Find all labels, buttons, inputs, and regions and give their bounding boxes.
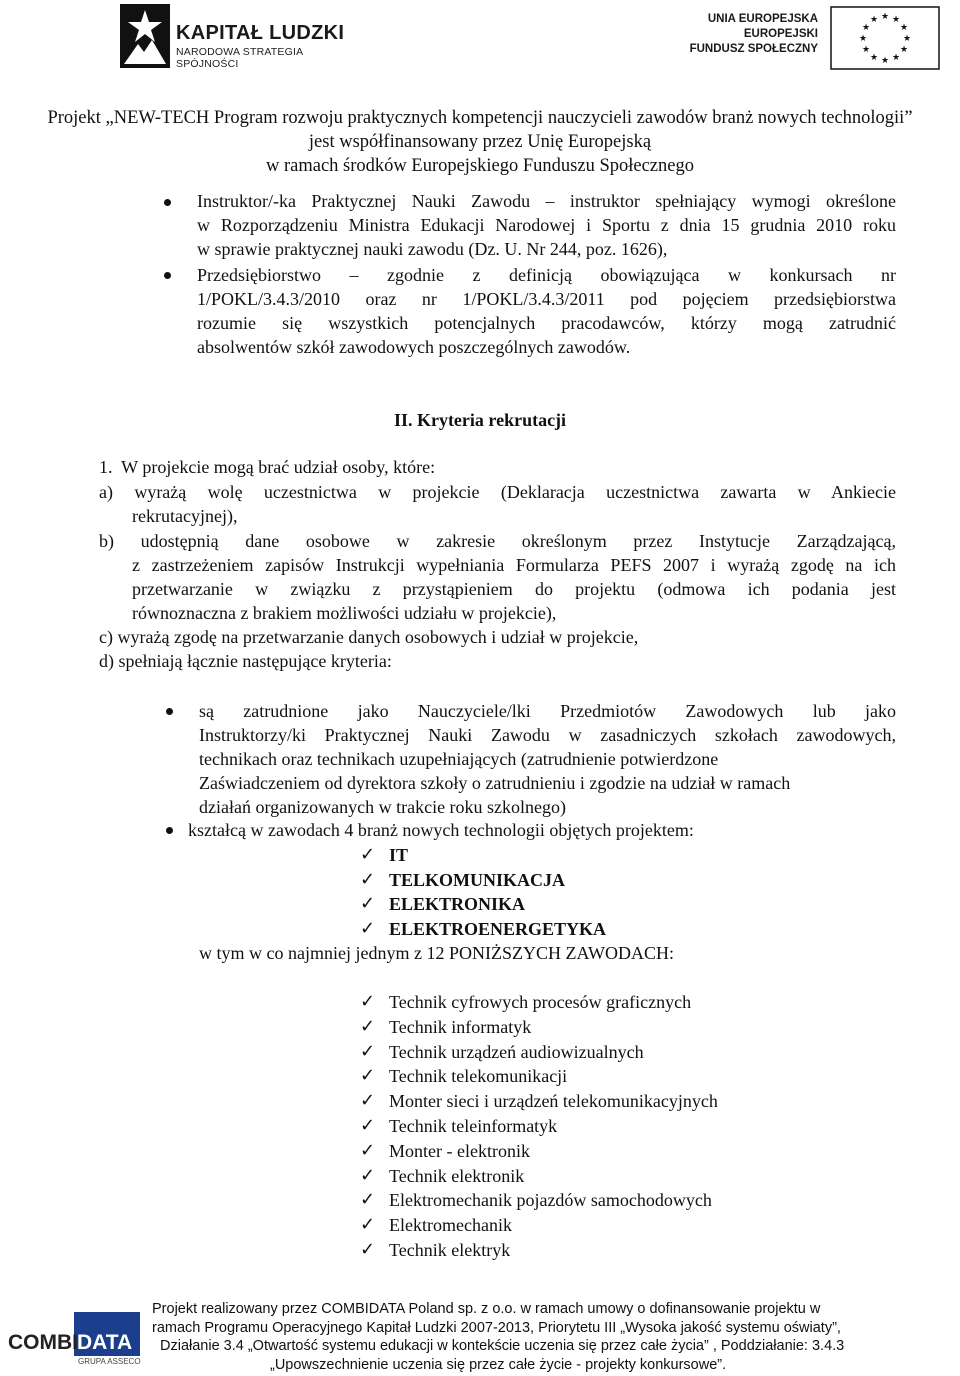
text-line: Przedsiębiorstwo – zgodnie z definicją obowiązująca w konkursach nr bbox=[197, 265, 896, 285]
eu-logo-line: UNIA EUROPEJSKA bbox=[707, 13, 818, 25]
checkmark-icon: ✓ bbox=[360, 991, 376, 1012]
item-c: c) wyrażą zgodę na przetwarzanie danych osobowych i udział w projekcie, bbox=[99, 627, 639, 647]
checkmark-icon: ✓ bbox=[360, 1139, 376, 1161]
svg-text:★: ★ bbox=[869, 15, 879, 25]
bullet-icon bbox=[166, 708, 173, 715]
combidata-logo bbox=[6, 1312, 142, 1366]
profession-label: Technik cyfrowych procesów graficznych bbox=[389, 992, 692, 1012]
profession-label: Elektromechanik bbox=[389, 1215, 512, 1236]
svg-text:★: ★ bbox=[858, 34, 868, 44]
checkmark-icon: ✓ bbox=[360, 1114, 376, 1136]
footer-line: „Upowszechnienie uczenia się przez całe życie - projekty konkursowe”. bbox=[270, 1356, 727, 1373]
item-a bbox=[99, 480, 896, 528]
branch-label: ELEKTRONIKA bbox=[389, 894, 526, 914]
kapital-ludzki-emblem-icon bbox=[120, 4, 170, 68]
svg-text:DATA: DATA bbox=[77, 1331, 133, 1354]
text-line: Instruktorzy/ki Praktycznej Nauki Zawodu w zasadniczych szkołach zawodowych, bbox=[199, 725, 896, 745]
text-line: b) udostępnią dane osobowe w zakresie określonym przez Instytucje Zarządzającą, bbox=[99, 531, 896, 551]
section-heading: II. Kryteria rekrutacji bbox=[393, 410, 567, 430]
kapital-ludzki-subtitle: NARODOWA STRATEGIA SPÓJNOŚCI bbox=[176, 46, 303, 70]
text-line: 1/POKL/3.4.3/2010 oraz nr 1/POKL/3.4.3/2011 pod pojęciem przedsiębiorstwa bbox=[197, 289, 896, 309]
checkmark-icon: ✓ bbox=[360, 844, 376, 865]
text-line: rozumie się wszystkich potencjalnych pracodawców, którzy mogą zatrudnić bbox=[197, 313, 896, 333]
eu-logo bbox=[640, 6, 940, 72]
bullet-icon bbox=[164, 272, 171, 279]
criterion-branches: kształcą w zawodach 4 branż nowych technologii objętych projektem: bbox=[188, 820, 694, 840]
profession-label: Technik elektronik bbox=[389, 1165, 525, 1186]
checkmark-icon: ✓ bbox=[360, 1015, 376, 1037]
footer-line: Działanie 3.4 „Otwartość systemu edukacji w kontekście uczenia się przez całe życia” , Poddziałanie: 3.4.3 bbox=[160, 1338, 845, 1354]
eu-flag-icon bbox=[830, 6, 940, 70]
profession-label: Technik elektryk bbox=[389, 1239, 511, 1260]
text-line: przetwarzanie w związku z przystąpieniem do projektu (odmowa ich podania jest bbox=[132, 579, 896, 599]
bullet-icon bbox=[166, 827, 173, 834]
svg-text:★: ★ bbox=[861, 23, 871, 33]
checkmark-icon: ✓ bbox=[360, 917, 376, 939]
branch-label: IT bbox=[389, 845, 409, 865]
text-line: rekrutacyjnej), bbox=[132, 506, 238, 526]
bullet-icon bbox=[164, 199, 171, 206]
kapital-ludzki-logo bbox=[110, 2, 350, 72]
item-d: d) spełniają łącznie następujące kryteria: bbox=[99, 651, 392, 671]
combidata-logo-graphic-icon bbox=[6, 1312, 142, 1366]
svg-text:★: ★ bbox=[861, 45, 871, 55]
project-title-line: Projekt „NEW-TECH Program rozwoju praktycznych kompetencji nauczycieli zawodów branż nowych technologii” bbox=[47, 108, 913, 128]
definition-przedsiebiorstwo bbox=[197, 263, 896, 359]
text-line: działań organizowanych w trakcie roku szkolnego) bbox=[199, 797, 567, 817]
eu-logo-text bbox=[690, 12, 818, 57]
footer-line: Projekt realizowany przez COMBIDATA Poland sp. z o.o. w ramach umowy o dofinansowanie projektu w bbox=[152, 1301, 821, 1317]
svg-text:★: ★ bbox=[899, 45, 909, 55]
svg-text:★: ★ bbox=[880, 12, 890, 22]
profession-label: Technik informatyk bbox=[389, 1016, 532, 1037]
project-title-line: jest współfinansowany przez Unię Europejską bbox=[308, 132, 652, 152]
svg-text:COMBI: COMBI bbox=[8, 1331, 78, 1354]
professions-intro: w tym w co najmniej jednym z 12 PONIŻSZYCH ZAWODACH: bbox=[199, 943, 675, 963]
profession-label: Technik urządzeń audiowizualnych bbox=[389, 1041, 644, 1062]
text-line: technikach oraz technikach uzupełniających (zatrudnienie potwierdzone bbox=[199, 749, 719, 769]
checkmark-icon: ✓ bbox=[360, 1189, 376, 1211]
profession-label: Technik telekomunikacji bbox=[389, 1066, 568, 1087]
checkmark-icon: ✓ bbox=[360, 1040, 376, 1062]
checkmark-icon: ✓ bbox=[360, 1164, 376, 1186]
profession-label: Elektromechanik pojazdów samochodowych bbox=[389, 1190, 712, 1211]
checkmark-icon: ✓ bbox=[360, 1090, 376, 1112]
checkmark-icon: ✓ bbox=[360, 868, 376, 890]
checkmark-icon: ✓ bbox=[360, 1238, 376, 1260]
profession-label: Monter - elektronik bbox=[389, 1140, 530, 1161]
point-1: 1. W projekcie mogą brać udział osoby, które: bbox=[99, 457, 436, 477]
eu-logo-line: EUROPEJSKI bbox=[743, 28, 818, 40]
svg-text:★: ★ bbox=[899, 23, 909, 33]
text-line: absolwentów szkół zawodowych poszczególnych zawodów. bbox=[197, 337, 631, 357]
text-line: Instruktor/-ka Praktycznej Nauki Zawodu – instruktor spełniający wymogi określone bbox=[197, 191, 896, 211]
text-line: w Rozporządzeniu Ministra Edukacji Narodowej i Sportu z dnia 15 grudnia 2010 roku bbox=[197, 215, 896, 235]
branch-label: TELKOMUNIKACJA bbox=[389, 869, 566, 890]
footer-line: ramach Programu Operacyjnego Kapitał Ludzki 2007-2013, Priorytetu III „Wysoka jakość systemu oświaty”, bbox=[152, 1319, 841, 1336]
text-line: a) wyrażą wolę uczestnictwa w projekcie (Deklaracja uczestnictwa zawarta w Ankiecie bbox=[99, 482, 896, 502]
project-title-line: w ramach środków Europejskiego Funduszu Społecznego bbox=[266, 156, 694, 176]
checkmark-icon: ✓ bbox=[360, 1214, 376, 1236]
text-line: są zatrudnione jako Nauczyciele/lki Przedmiotów Zawodowych lub jako bbox=[199, 701, 896, 721]
definition-instruktor bbox=[197, 189, 896, 261]
profession-label: Technik teleinformatyk bbox=[389, 1115, 558, 1136]
item-b bbox=[99, 529, 896, 625]
project-title bbox=[0, 106, 960, 178]
criterion-employment bbox=[199, 699, 896, 819]
branch-label: ELEKTROENERGETYKA bbox=[389, 918, 607, 939]
checkmark-icon: ✓ bbox=[360, 1065, 376, 1087]
checkmark-icon: ✓ bbox=[360, 893, 376, 914]
profession-label: Monter sieci i urządzeń telekomunikacyjnych bbox=[389, 1091, 718, 1112]
svg-text:★: ★ bbox=[880, 56, 890, 66]
svg-text:★: ★ bbox=[902, 34, 912, 44]
svg-text:★: ★ bbox=[891, 53, 901, 63]
svg-text:★: ★ bbox=[891, 15, 901, 25]
footer-text bbox=[150, 1300, 880, 1374]
eu-logo-line: FUNDUSZ SPOŁECZNY bbox=[689, 43, 818, 55]
svg-text:GRUPA ASSECO: GRUPA ASSECO bbox=[78, 1357, 141, 1366]
kapital-ludzki-title: KAPITAŁ LUDZKI bbox=[176, 22, 345, 44]
svg-text:★: ★ bbox=[869, 53, 879, 63]
text-line: Zaświadczeniem od dyrektora szkoły o zatrudnieniu i zgodzie na udział w ramach bbox=[199, 773, 791, 793]
text-line: w sprawie praktycznej nauki zawodu (Dz. U. Nr 244, poz. 1626), bbox=[197, 239, 668, 259]
text-line: równoznaczna z brakiem możliwości udziału w projekcie), bbox=[132, 603, 557, 623]
text-line: z zastrzeżeniem zapisów Instrukcji wypełniania Formularza PEFS 2007 i wyrażą zgodę na ich bbox=[132, 555, 896, 575]
